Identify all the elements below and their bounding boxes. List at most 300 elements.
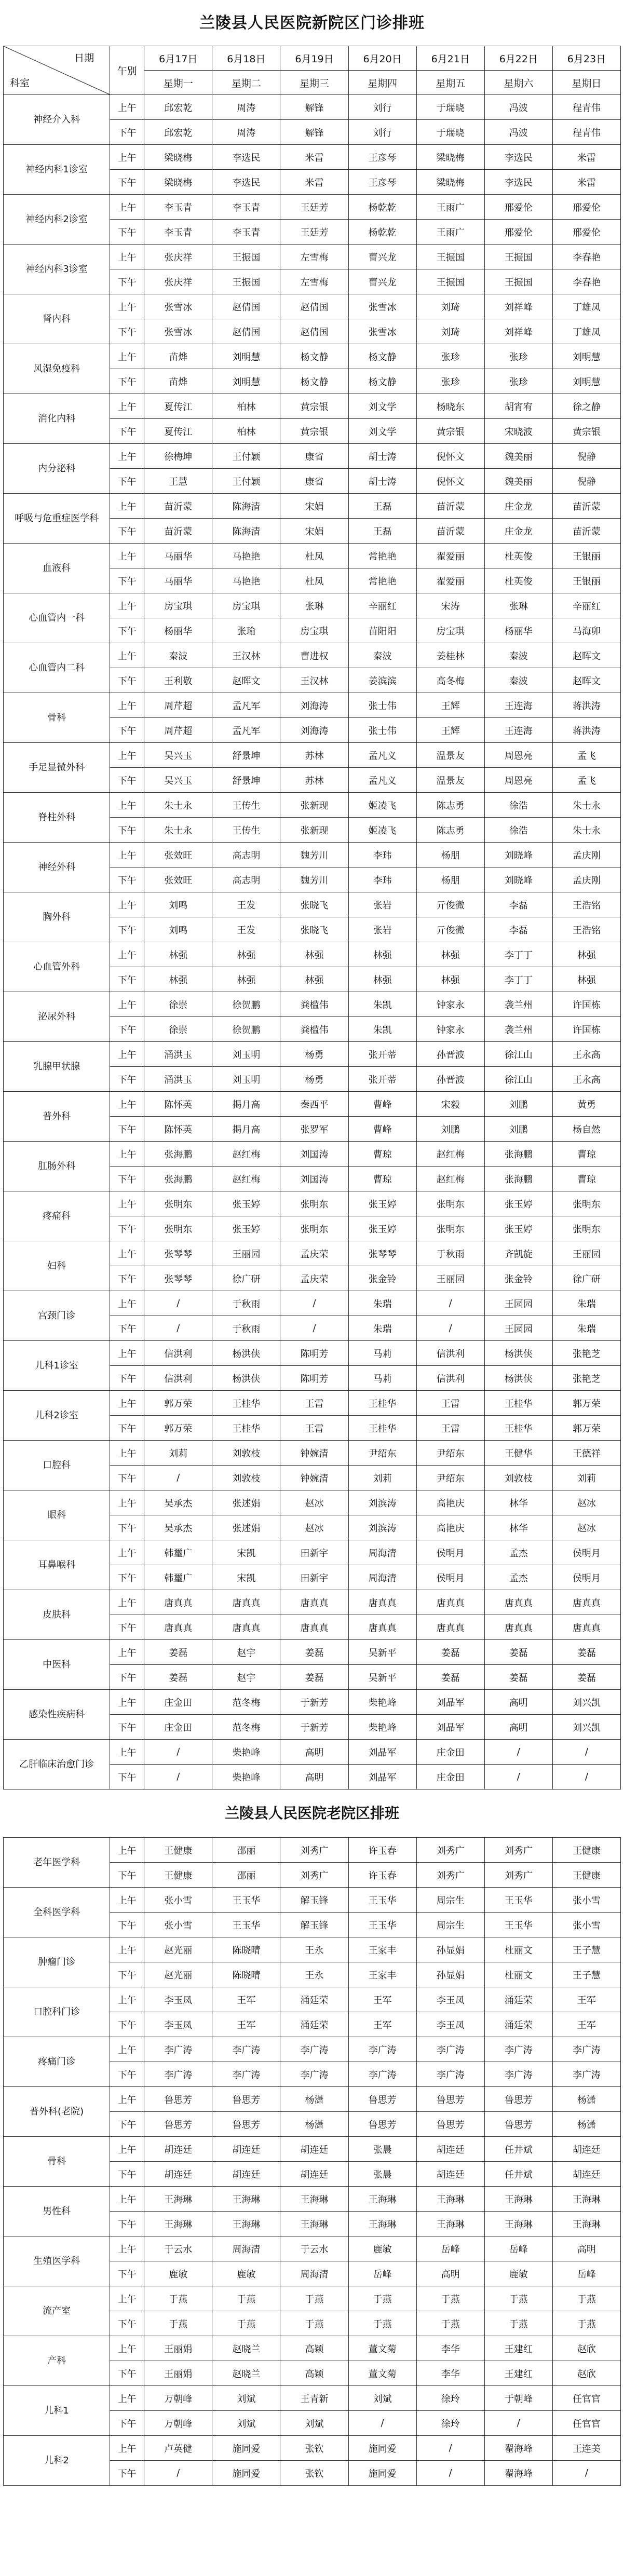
doctor-cell: 周涛	[212, 120, 280, 145]
doctor-cell: 于秋雨	[212, 1316, 280, 1341]
department-name: 口腔科门诊	[4, 1987, 110, 2037]
period-label: 上午	[110, 1640, 144, 1665]
doctor-cell: 曹兴龙	[348, 269, 416, 294]
doctor-cell: 李广涛	[416, 2037, 484, 2062]
doctor-cell: /	[144, 1765, 212, 1789]
doctor-cell: 马海卯	[552, 618, 620, 643]
period-label: 上午	[110, 1838, 144, 1863]
department-name: 口腔科	[4, 1441, 110, 1490]
doctor-cell: 周海清	[348, 1540, 416, 1565]
department-name: 乳腺甲状腺	[4, 1042, 110, 1092]
doctor-cell: /	[144, 1466, 212, 1490]
doctor-cell: 王健康	[552, 1838, 620, 1863]
doctor-cell: 陈志勇	[416, 793, 484, 818]
doctor-cell: 李广涛	[280, 2037, 348, 2062]
schedule-row	[4, 145, 621, 170]
doctor-cell: 田新宇	[280, 1565, 348, 1590]
period-label: 上午	[110, 1092, 144, 1117]
schedule-row	[4, 1441, 621, 1466]
doctor-cell: 姜磊	[144, 1640, 212, 1665]
doctor-cell: 刘祥峰	[484, 319, 552, 344]
period-label: 下午	[110, 718, 144, 743]
doctor-cell: 李广涛	[212, 2062, 280, 2087]
doctor-cell: 张雪冰	[348, 294, 416, 319]
doctor-cell: 宋娟	[280, 494, 348, 519]
schedule-page	[3, 0, 621, 2486]
doctor-cell: 张钦	[280, 2461, 348, 2486]
doctor-cell: 曹琼	[552, 1142, 620, 1167]
doctor-cell: 涌廷荣	[484, 1987, 552, 2012]
doctor-cell: 刘玉明	[212, 1042, 280, 1067]
doctor-cell: 刘莉	[144, 1441, 212, 1466]
doctor-cell: 吴承杰	[144, 1515, 212, 1540]
doctor-cell: 李选民	[484, 145, 552, 170]
schedule-row	[4, 1291, 621, 1316]
period-label: 上午	[110, 1987, 144, 2012]
doctor-cell: 翟海峰	[484, 2461, 552, 2486]
doctor-cell: 林强	[212, 942, 280, 967]
doctor-cell: 范冬梅	[212, 1715, 280, 1740]
doctor-cell: 王振国	[416, 269, 484, 294]
schedule-row	[4, 2286, 621, 2311]
schedule-row	[4, 294, 621, 319]
doctor-cell: 孟杰	[484, 1565, 552, 1590]
doctor-cell: 张玉婷	[484, 1216, 552, 1241]
department-name: 肿瘤门诊	[4, 1937, 110, 1987]
doctor-cell: 李玉青	[212, 195, 280, 220]
department-name: 呼吸与危重症医学科	[4, 494, 110, 544]
doctor-cell: 王建红	[484, 2336, 552, 2361]
doctor-cell: /	[144, 2461, 212, 2486]
doctor-cell: 万朝峰	[144, 2411, 212, 2436]
doctor-cell: 魏美丽	[484, 469, 552, 494]
period-label: 上午	[110, 1490, 144, 1515]
doctor-cell: 王桂华	[348, 1391, 416, 1416]
period-label: 下午	[110, 2261, 144, 2286]
doctor-cell: 胡连廷	[280, 2137, 348, 2162]
doctor-cell: 姜磊	[552, 1640, 620, 1665]
doctor-cell: 舒景坤	[212, 768, 280, 793]
doctor-cell: 张新现	[280, 793, 348, 818]
period-label: 上午	[110, 2187, 144, 2212]
doctor-cell: 刘国涛	[280, 1142, 348, 1167]
department-name: 疼痛门诊	[4, 2037, 110, 2087]
doctor-cell: 曹琼	[552, 1167, 620, 1191]
doctor-cell: /	[484, 1740, 552, 1765]
doctor-cell: 杨晓东	[416, 394, 484, 419]
doctor-cell: 张珍	[484, 369, 552, 394]
doctor-cell: 赵倩国	[280, 319, 348, 344]
doctor-cell: 王银丽	[552, 544, 620, 568]
schedule-row	[4, 643, 621, 668]
doctor-cell: 李丁丁	[484, 967, 552, 992]
doctor-cell: 张明东	[416, 1191, 484, 1216]
doctor-cell: 许国栋	[552, 1017, 620, 1042]
department-name: 儿科2诊室	[4, 1391, 110, 1441]
doctor-cell: 吴兴玉	[144, 743, 212, 768]
doctor-cell: 唐真真	[212, 1590, 280, 1615]
period-label: 下午	[110, 170, 144, 195]
doctor-cell: 温景友	[416, 768, 484, 793]
doctor-cell: 李玉青	[144, 195, 212, 220]
doctor-cell: 李春艳	[552, 269, 620, 294]
doctor-cell: 刘晶军	[348, 1765, 416, 1789]
schedule-row	[4, 793, 621, 818]
schedule-row	[4, 394, 621, 419]
doctor-cell: 张岩	[348, 917, 416, 942]
doctor-cell: 杨勇	[280, 1042, 348, 1067]
period-label: 下午	[110, 1366, 144, 1391]
doctor-cell: 董文菊	[348, 2361, 416, 2386]
department-name: 神经内科3诊室	[4, 245, 110, 294]
doctor-cell: 杜英俊	[484, 568, 552, 593]
schedule-row	[4, 1937, 621, 1962]
period-label: 上午	[110, 444, 144, 469]
schedule-row	[4, 892, 621, 917]
doctor-cell: 左雪梅	[280, 245, 348, 269]
doctor-cell: 康省	[280, 469, 348, 494]
doctor-cell: 孟飞	[552, 743, 620, 768]
doctor-cell: 王军	[552, 2012, 620, 2037]
doctor-cell: 赵晖文	[552, 643, 620, 668]
doctor-cell: 蒋洪涛	[552, 693, 620, 718]
doctor-cell: 杨文静	[280, 369, 348, 394]
doctor-cell: 于秋雨	[212, 1291, 280, 1316]
doctor-cell: 姜磊	[552, 1665, 620, 1690]
doctor-cell: 苏林	[280, 743, 348, 768]
doctor-cell: 粪槛伟	[280, 1017, 348, 1042]
doctor-cell: 高明	[280, 1740, 348, 1765]
doctor-cell: 庄金田	[416, 1765, 484, 1789]
doctor-cell: 王汉林	[212, 643, 280, 668]
doctor-cell: 赵晓兰	[212, 2336, 280, 2361]
doctor-cell: 钟家永	[416, 1017, 484, 1042]
doctor-cell: 高志明	[212, 843, 280, 867]
doctor-cell: 魏美丽	[484, 444, 552, 469]
doctor-cell: 王海琳	[280, 2212, 348, 2236]
department-name: 血液科	[4, 544, 110, 593]
doctor-cell: 苗沂蒙	[144, 494, 212, 519]
doctor-cell: 赵冰	[552, 1490, 620, 1515]
doctor-cell: 刘莉	[552, 1466, 620, 1490]
doctor-cell: 杨丽华	[144, 618, 212, 643]
doctor-cell: 曹进权	[280, 643, 348, 668]
department-name: 手足显微外科	[4, 743, 110, 793]
doctor-cell: 刘明慧	[212, 344, 280, 369]
doctor-cell: 曹兴龙	[348, 245, 416, 269]
doctor-cell: 朱士永	[552, 793, 620, 818]
doctor-cell: 苗沂蒙	[144, 519, 212, 544]
department-name: 产科	[4, 2336, 110, 2386]
doctor-cell: 张开蒂	[348, 1042, 416, 1067]
doctor-cell: 王付颖	[212, 444, 280, 469]
doctor-cell: 刘玉明	[212, 1067, 280, 1092]
doctor-cell: 李华	[416, 2361, 484, 2386]
period-label: 下午	[110, 220, 144, 245]
doctor-cell: 王海琳	[416, 2187, 484, 2212]
doctor-cell: 程青伟	[552, 120, 620, 145]
department-name: 中医科	[4, 1640, 110, 1690]
doctor-cell: 张庆祥	[144, 245, 212, 269]
doctor-cell: /	[144, 1740, 212, 1765]
doctor-cell: 唐真真	[348, 1590, 416, 1615]
doctor-cell: 王玉华	[212, 1913, 280, 1937]
department-name: 全科医学科	[4, 1888, 110, 1937]
doctor-cell: 孟凡义	[348, 743, 416, 768]
doctor-cell: 刘海涛	[280, 693, 348, 718]
doctor-cell: 杨乾乾	[348, 220, 416, 245]
doctor-cell: 高艳庆	[416, 1490, 484, 1515]
department-name: 老年医学科	[4, 1838, 110, 1888]
schedule-row	[4, 1740, 621, 1765]
doctor-cell: 周涛	[212, 95, 280, 120]
doctor-cell: 吴新平	[348, 1665, 416, 1690]
doctor-cell: 魏芳川	[280, 867, 348, 892]
schedule-row	[4, 494, 621, 519]
doctor-cell: 邢爱伦	[484, 220, 552, 245]
doctor-cell: 王军	[348, 2012, 416, 2037]
doctor-cell: 张士伟	[348, 693, 416, 718]
doctor-cell: 于秋雨	[416, 1241, 484, 1266]
doctor-cell: 刘斌	[348, 2386, 416, 2411]
period-label: 下午	[110, 1665, 144, 1690]
doctor-cell: 姜磊	[416, 1665, 484, 1690]
doctor-cell: 鲁思芳	[416, 2087, 484, 2112]
doctor-cell: 倪静	[552, 444, 620, 469]
doctor-cell: 孙显娟	[416, 1962, 484, 1987]
doctor-cell: 鲁思芳	[484, 2112, 552, 2137]
doctor-cell: 苗沂蒙	[552, 519, 620, 544]
doctor-cell: 王丽园	[416, 1266, 484, 1291]
doctor-cell: 王永高	[552, 1067, 620, 1092]
doctor-cell: 李华	[416, 2336, 484, 2361]
doctor-cell: 陈怀英	[144, 1092, 212, 1117]
doctor-cell: 马艳艳	[212, 568, 280, 593]
doctor-cell: 林强	[280, 967, 348, 992]
doctor-cell: 鲁思芳	[416, 2112, 484, 2137]
doctor-cell: 朱士永	[552, 818, 620, 843]
doctor-cell: 张海鹏	[484, 1142, 552, 1167]
doctor-cell: 李玉青	[144, 220, 212, 245]
doctor-cell: 张晓飞	[280, 917, 348, 942]
doctor-cell: 姜磊	[484, 1640, 552, 1665]
doctor-cell: 李广涛	[348, 2037, 416, 2062]
doctor-cell: 李广涛	[416, 2062, 484, 2087]
doctor-cell: 鲁思芳	[484, 2087, 552, 2112]
doctor-cell: 许玉春	[348, 1838, 416, 1863]
doctor-cell: 米雷	[280, 145, 348, 170]
doctor-cell: 任井斌	[484, 2162, 552, 2187]
doctor-cell: 王海琳	[348, 2187, 416, 2212]
doctor-cell: 刘兴凯	[552, 1715, 620, 1740]
doctor-cell: 张小雪	[144, 1913, 212, 1937]
doctor-cell: 王海琳	[212, 2212, 280, 2236]
doctor-cell: 于燕	[280, 2311, 348, 2336]
period-label: 上午	[110, 843, 144, 867]
period-label: 上午	[110, 245, 144, 269]
doctor-cell: 于朝峰	[484, 2386, 552, 2411]
doctor-cell: 韩璽广	[144, 1540, 212, 1565]
doctor-cell: 舒景坤	[212, 743, 280, 768]
doctor-cell: 张海鹏	[144, 1142, 212, 1167]
doctor-cell: 庄金田	[416, 1740, 484, 1765]
doctor-cell: 房宝琪	[416, 618, 484, 643]
department-name: 风湿免疫科	[4, 344, 110, 394]
period-label: 上午	[110, 1888, 144, 1913]
doctor-cell: 杜凤	[280, 568, 348, 593]
date-header: 6月18日	[212, 46, 280, 71]
doctor-cell: 刘晶军	[416, 1690, 484, 1715]
doctor-cell: 卢英健	[144, 2436, 212, 2461]
doctor-cell: 姜磊	[280, 1640, 348, 1665]
doctor-cell: 杨朋	[416, 867, 484, 892]
old-campus-title: 兰陵县人民医院老院区排班	[224, 1805, 399, 1822]
doctor-cell: 解锋	[280, 120, 348, 145]
doctor-cell: 张钦	[280, 2436, 348, 2461]
doctor-cell: 刘行	[348, 120, 416, 145]
corner-dept-label: 科室	[10, 77, 30, 89]
department-name: 儿科1诊室	[4, 1341, 110, 1391]
doctor-cell: 姜磊	[144, 1665, 212, 1690]
doctor-cell: 林华	[484, 1515, 552, 1540]
doctor-cell: 苗阳阳	[348, 618, 416, 643]
doctor-cell: 张艳芝	[552, 1341, 620, 1366]
period-label: 上午	[110, 1740, 144, 1765]
new-campus-title: 兰陵县人民医院新院区门诊排班	[199, 14, 425, 32]
schedule-row	[4, 544, 621, 568]
doctor-cell: 鲁思芳	[212, 2112, 280, 2137]
doctor-cell: 曹琼	[348, 1167, 416, 1191]
schedule-row	[4, 992, 621, 1017]
doctor-cell: 徐贺鹏	[212, 992, 280, 1017]
date-header: 6月21日	[416, 46, 484, 71]
period-header: 午别	[110, 46, 144, 95]
doctor-cell: 王家丰	[348, 1937, 416, 1962]
doctor-cell: 王园园	[484, 1316, 552, 1341]
doctor-cell: 任官官	[552, 2411, 620, 2436]
doctor-cell: 王园园	[484, 1291, 552, 1316]
schedule-row	[4, 1191, 621, 1216]
doctor-cell: 刘鹏	[484, 1092, 552, 1117]
weekday-header: 星期五	[416, 71, 484, 95]
doctor-cell: 李玉凤	[144, 1987, 212, 2012]
doctor-cell: 李玮	[348, 843, 416, 867]
doctor-cell: 马莉	[348, 1341, 416, 1366]
doctor-cell: 涌廷荣	[280, 2012, 348, 2037]
doctor-cell: 李丁丁	[484, 942, 552, 967]
period-label: 上午	[110, 1241, 144, 1266]
doctor-cell: 杜英俊	[484, 544, 552, 568]
doctor-cell: 杨潇	[280, 2112, 348, 2137]
period-label: 上午	[110, 643, 144, 668]
doctor-cell: 胡连廷	[416, 2137, 484, 2162]
doctor-cell: 王丽园	[552, 1241, 620, 1266]
doctor-cell: 刘鸣	[144, 917, 212, 942]
doctor-cell: 唐真真	[416, 1615, 484, 1640]
doctor-cell: 任官官	[552, 2386, 620, 2411]
doctor-cell: 张珍	[484, 344, 552, 369]
doctor-cell: 倪静	[552, 469, 620, 494]
doctor-cell: 揭月高	[212, 1092, 280, 1117]
period-label: 上午	[110, 2236, 144, 2261]
schedule-row	[4, 344, 621, 369]
doctor-cell: 徐浩	[484, 818, 552, 843]
doctor-cell: 李选民	[212, 170, 280, 195]
doctor-cell: 辛丽红	[348, 593, 416, 618]
doctor-cell: 邢爱伦	[484, 195, 552, 220]
doctor-cell: 米雷	[280, 170, 348, 195]
doctor-cell: 苗沂蒙	[416, 519, 484, 544]
doctor-cell: 赵红梅	[416, 1142, 484, 1167]
department-name: 肾内科	[4, 294, 110, 344]
period-label: 下午	[110, 1565, 144, 1590]
doctor-cell: 刘莉	[348, 1466, 416, 1490]
doctor-cell: 刘明慧	[552, 344, 620, 369]
doctor-cell: 黄宗银	[416, 419, 484, 444]
doctor-cell: 邢爱伦	[552, 195, 620, 220]
doctor-cell: 于燕	[484, 2286, 552, 2311]
doctor-cell: 鲁思芳	[144, 2087, 212, 2112]
doctor-cell: 李广涛	[552, 2037, 620, 2062]
doctor-cell: 孟庆荣	[280, 1266, 348, 1291]
period-label: 下午	[110, 1266, 144, 1291]
doctor-cell: 孟庆刚	[552, 843, 620, 867]
doctor-cell: 刘琦	[416, 319, 484, 344]
department-name: 儿科2	[4, 2436, 110, 2486]
doctor-cell: 魏芳川	[280, 843, 348, 867]
doctor-cell: 胡宵宥	[484, 394, 552, 419]
doctor-cell: 马丽华	[144, 568, 212, 593]
doctor-cell: 刘滨涛	[348, 1515, 416, 1540]
doctor-cell: 宋晓波	[484, 419, 552, 444]
doctor-cell: 张明东	[416, 1216, 484, 1241]
schedule-row	[4, 693, 621, 718]
doctor-cell: 王健康	[144, 1863, 212, 1888]
doctor-cell: 高明	[280, 1765, 348, 1789]
doctor-cell: 徐玲	[416, 2411, 484, 2436]
doctor-cell: 侯明月	[552, 1565, 620, 1590]
doctor-cell: 张玉婷	[348, 1216, 416, 1241]
doctor-cell: 张明东	[144, 1191, 212, 1216]
doctor-cell: 张玉婷	[212, 1191, 280, 1216]
doctor-cell: 房宝琪	[280, 618, 348, 643]
doctor-cell: 张金铃	[484, 1266, 552, 1291]
doctor-cell: 赵欣	[552, 2361, 620, 2386]
doctor-cell: 王廷芳	[280, 220, 348, 245]
doctor-cell: 秦西平	[280, 1092, 348, 1117]
doctor-cell: 冯波	[484, 95, 552, 120]
doctor-cell: 朱瑞	[348, 1316, 416, 1341]
doctor-cell: 王浩铭	[552, 917, 620, 942]
department-name: 男性科	[4, 2187, 110, 2236]
doctor-cell: 柴艳峰	[212, 1765, 280, 1789]
doctor-cell: 高明	[416, 2261, 484, 2286]
doctor-cell: 刘祥峰	[484, 294, 552, 319]
doctor-cell: /	[416, 1316, 484, 1341]
period-label: 上午	[110, 892, 144, 917]
doctor-cell: 许国栋	[552, 992, 620, 1017]
doctor-cell: 李玉凤	[416, 2012, 484, 2037]
doctor-cell: 刘鹏	[416, 1117, 484, 1142]
schedule-row	[4, 2336, 621, 2361]
schedule-row	[4, 245, 621, 269]
department-name: 泌尿外科	[4, 992, 110, 1042]
schedule-row	[4, 942, 621, 967]
period-label: 下午	[110, 1962, 144, 1987]
doctor-cell: 孟庆荣	[280, 1241, 348, 1266]
doctor-cell: 王海琳	[280, 2187, 348, 2212]
doctor-cell: 宋涛	[416, 593, 484, 618]
